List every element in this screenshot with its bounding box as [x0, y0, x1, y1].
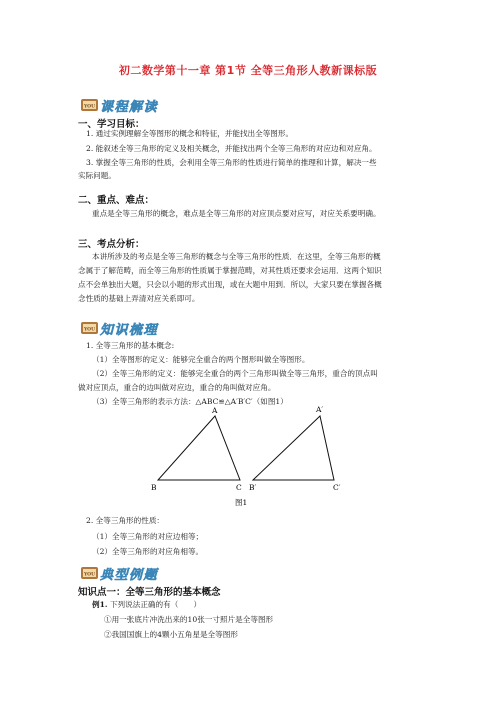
keypoints-text: 重点是全等三角形的概念，难点是全等三角形的对应顶点要对应写，对应关系要明确。 [92, 209, 381, 218]
svg-text:YOU: YOU [83, 327, 96, 333]
knowledge-line-4: （3）全等三角形的表示方法：△ABC≌△A′B′C′（如图1） [92, 397, 288, 406]
vertex-label-a: A [212, 406, 218, 415]
knowledge-line-5: 2. 全等三角形的性质： [86, 516, 165, 525]
congruent-triangles-figure [140, 402, 360, 512]
svg-text:YOU: YOU [83, 572, 96, 578]
goal-item-1: 1. 通过实例理解全等图形的概念和特征，并能找出全等图形。 [86, 129, 294, 138]
knowledge-line-2: （1）全等图形的定义：能够完全重合的两个图形叫做全等图形。 [92, 355, 310, 364]
analysis-line-2: 念属于了解范畴，而全等三角形的性质属于掌握范畴，对其性质还要求会运用．这两个知识 [78, 266, 382, 275]
goal-item-3-cont: 实际问题。 [78, 171, 116, 180]
vertex-label-b: B [151, 483, 157, 492]
knowledge-line-3a: （2）全等三角形的定义：能够完全重合的两个三角形叫做全等三角形，重合的顶点叫 [92, 369, 378, 378]
section-heading-exam-analysis: 三、考点分析： [78, 239, 145, 250]
knowledge-line-7: （2）全等三角形的对应角相等。 [92, 547, 204, 556]
vertex-label-c: C [236, 483, 242, 492]
knowledge-line-6: （1）全等三角形的对应边相等； [92, 532, 204, 541]
goal-item-3: 3. 掌握全等三角形的性质，会利用全等三角形的性质进行简单的推理和计算，解决一些 [86, 158, 377, 167]
knowledge-point-1-heading: 知识点一：全等三角形的基本概念 [78, 587, 221, 598]
knowledge-line-3b: 做对应顶点，重合的边叫做对应边，重合的角叫做对应角。 [78, 383, 276, 392]
banner-course-interpretation [78, 96, 198, 114]
triangle-abc [158, 416, 240, 480]
example-1 [92, 598, 201, 611]
example-question: 下列说法正确的有（ ） [109, 600, 202, 609]
triangle-abc-prime [253, 416, 334, 480]
vertex-label-b-prime: B′ [249, 483, 257, 492]
vertex-label-a-prime: A′ [316, 405, 324, 414]
example-label: 例1. [92, 600, 108, 609]
banner-title: 典型例题 [100, 568, 159, 583]
page-title: 初二数学第十一章 第1节 全等三角形人教新课标版 [118, 64, 378, 77]
knowledge-line-1: 1. 全等三角形的基本概念: [86, 341, 175, 350]
analysis-line-1: 本讲所涉及的考点是全等三角形的概念与全等三角形的性质．在这里，全等三角形的概 [92, 252, 381, 261]
analysis-line-4: 念性质的基础上弄清对应关系即可。 [78, 294, 200, 303]
example-option-1: ①用一张底片冲洗出来的10张一寸照片是全等图形 [104, 615, 274, 624]
figure-caption: 图1 [235, 498, 248, 507]
banner-title: 知识梳理 [100, 323, 159, 338]
section-heading-goals: 一、学习目标： [78, 119, 145, 130]
vertex-label-c-prime: C′ [333, 483, 341, 492]
banner-title: 课程解读 [100, 100, 159, 115]
example-option-2: ②我国国旗上的4颗小五角星是全等图形 [104, 630, 238, 639]
svg-text:YOU: YOU [83, 104, 96, 110]
analysis-line-3: 点不会单独出大题，只会以小题的形式出现，或在大题中用到．所以，大家只要在掌握各概 [78, 280, 382, 289]
banner-typical-examples [78, 564, 198, 582]
banner-knowledge-review [78, 319, 198, 337]
goal-item-2: 2. 能叙述全等三角形的定义及相关概念，并能找出两个全等三角形的对应边和对应角。 [86, 144, 377, 153]
section-heading-keypoints: 二、重点、难点： [78, 195, 155, 206]
